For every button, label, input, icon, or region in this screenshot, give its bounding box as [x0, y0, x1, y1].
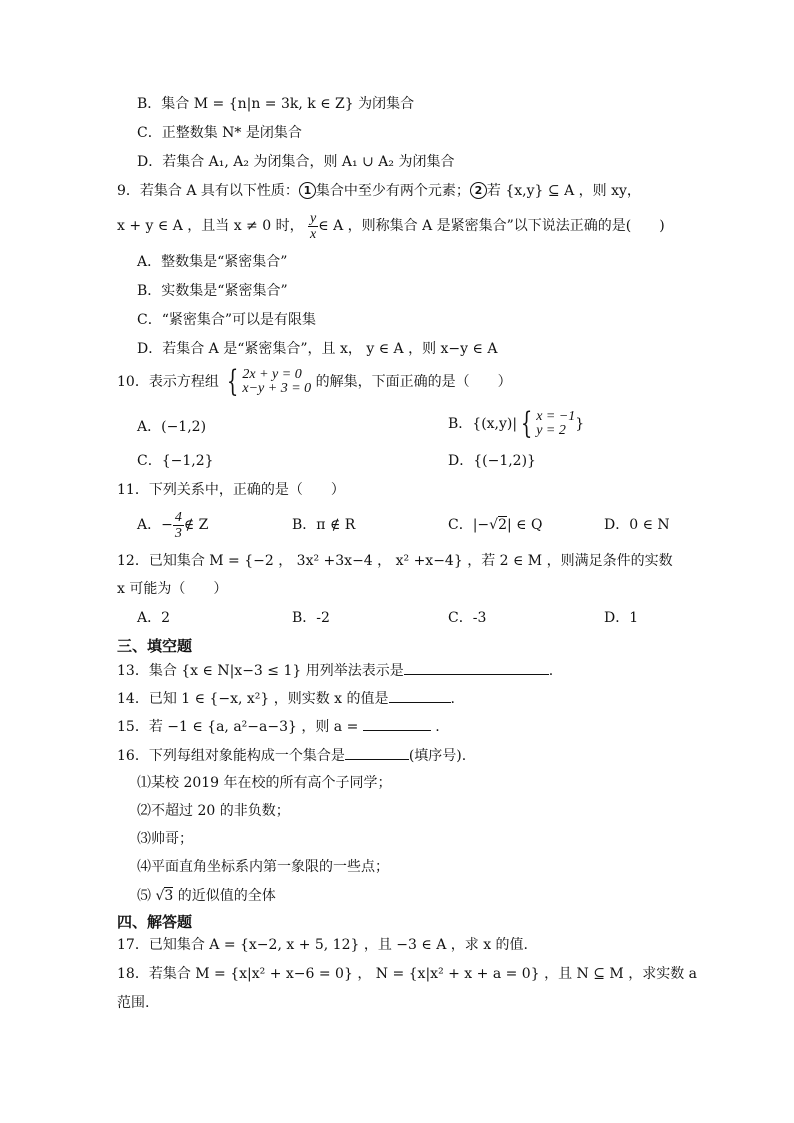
q9-option-b: B．实数集是“紧密集合” — [137, 283, 288, 299]
q13-end: . — [548, 663, 554, 679]
q12-stem-line2: x 可能为（ ） — [117, 581, 228, 597]
q9-frac-num: y — [310, 210, 317, 226]
circled-number-1: 1 — [299, 182, 316, 199]
q11-option-a-text-a: A．− — [137, 517, 173, 533]
q8-option-c: C．正整数集 N* 是闭集合 — [137, 125, 302, 141]
q12-option-c: C．-3 — [448, 610, 487, 626]
q14-answer-blank — [389, 688, 451, 703]
q16-item-5-text: 的近似值的全体 — [177, 888, 276, 904]
q16-answer-blank — [345, 745, 409, 760]
q9-fraction — [308, 211, 318, 242]
q10-option-b-system — [536, 410, 575, 438]
q11-option-d: D．0 ∈ N — [604, 517, 670, 533]
q9-stem-text-c: 若 {x,y} ⊆ A ，则 xy， — [486, 183, 641, 199]
q16-item-1: ⑴某校 2019 年在校的所有高个子同学； — [137, 775, 392, 791]
q9-option-a: A．整数集是“紧密集合” — [137, 254, 288, 270]
q16-item-5-label: ⑸ — [137, 888, 151, 904]
section-heading-answer: 四、解答题 — [117, 913, 193, 931]
q12-option-a: A．2 — [137, 610, 171, 626]
q16-radicand: 3 — [164, 888, 174, 904]
q18-line2: 范围. — [117, 995, 150, 1011]
q8-option-b: B．集合 M = {n|n = 3k, k ∈ Z} 为闭集合 — [137, 96, 415, 112]
q15-end: . — [435, 719, 440, 735]
q18-line1: 18．若集合 M = {x|x² + x−6 = 0} ， N = {x|x² + x + a = 0} ，且 N ⊆ M ，求实数 a — [117, 966, 697, 982]
left-brace-icon: { — [520, 406, 533, 441]
section-heading-fill-in: 三、填空题 — [117, 637, 193, 655]
q14 — [117, 688, 455, 708]
q16-end: (填序号). — [408, 748, 467, 764]
q9-frac-den: x — [310, 226, 317, 242]
q17: 17．已知集合 A = {x−2, x + 5, 12} ，且 −3 ∈ A ，求 x 的值. — [117, 937, 529, 953]
q10-stem-text-a: 10．表示方程组 — [117, 374, 219, 390]
circled-number-2: 2 — [470, 182, 487, 199]
q9-stem-text-d: x + y ∈ A ，且当 x ≠ 0 时， — [117, 218, 304, 234]
q11-frac-den: 3 — [174, 525, 182, 541]
q16-item-3: ⑶帅哥； — [137, 831, 193, 847]
q10-option-b-eq1: x = −1 — [536, 409, 576, 424]
q10-option-a: A．(−1,2) — [137, 419, 207, 435]
sqrt-icon: √2 — [489, 517, 508, 533]
q11-fraction — [173, 510, 184, 541]
q14-text: 14．已知 1 ∈ {−x, x²} ，则实数 x 的值是 — [117, 691, 389, 707]
q10-option-b-text-b: } — [575, 416, 585, 432]
q10-option-c: C．{−1,2} — [137, 453, 214, 469]
q11-option-c — [448, 516, 542, 534]
q10-option-b-eq2: y = 2 — [536, 423, 566, 438]
q10-equation-system — [242, 368, 311, 396]
q10-stem — [117, 366, 512, 398]
q11-option-a — [137, 508, 208, 542]
q16-item-5 — [137, 887, 276, 905]
q10-equation-1: 2x + y = 0 — [242, 367, 302, 382]
q13-text: 13．集合 {x ∈ N|x−3 ≤ 1} 用列举法表示是 — [117, 663, 404, 679]
q10-option-b — [448, 408, 584, 440]
q15-text: 15．若 −1 ∈ {a, a²−a−3} ，则 a = — [117, 719, 359, 735]
q12-option-b: B．-2 — [292, 610, 330, 626]
q16-item-2: ⑵不超过 20 的非负数； — [137, 803, 290, 819]
q15-answer-blank — [363, 716, 431, 731]
left-brace-icon: { — [227, 364, 239, 399]
q11-frac-num: 4 — [174, 509, 182, 525]
q11-option-b: B．π ∉ R — [292, 517, 356, 533]
q13-answer-blank — [404, 660, 549, 675]
q12-stem-line1: 12．已知集合 M = {−2 ， 3x² +3x−4 ， x² +x−4} ，若 2 ∈ M ，则满足条件的实数 — [117, 553, 673, 569]
q10-option-d: D．{(−1,2)} — [448, 453, 536, 469]
q9-stem-line1 — [117, 182, 641, 200]
q13 — [117, 660, 553, 680]
q16 — [117, 745, 466, 765]
q9-stem-text-b: 集合中至少有两个元素； — [315, 183, 470, 199]
q9-stem-text-a: 9．若集合 A 具有以下性质： — [117, 183, 299, 199]
q11-option-a-text-b: ∉ Z — [183, 517, 209, 533]
q9-stem-line2 — [117, 210, 665, 242]
q9-stem-text-e: ∈ A ，则称集合 A 是紧密集合”以下说法正确的是( ) — [318, 218, 665, 234]
q11-radicand: 2 — [498, 517, 508, 533]
q8-option-d: D．若集合 A₁, A₂ 为闭集合，则 A₁ ∪ A₂ 为闭集合 — [137, 154, 455, 170]
q16-item-4: ⑷平面直角坐标系内第一象限的一些点； — [137, 859, 389, 875]
q10-stem-text-b: 的解集，下面正确的是（ ） — [315, 374, 512, 390]
q15 — [117, 716, 440, 736]
q10-equation-2: x−y + 3 = 0 — [242, 381, 312, 396]
q16-text: 16．下列每组对象能构成一个集合是 — [117, 748, 345, 764]
q9-option-d: D．若集合 A 是“紧密集合”，且 x， y ∈ A ，则 x−y ∈ A — [137, 341, 498, 357]
q9-option-c: C．“紧密集合”可以是有限集 — [137, 312, 317, 328]
q10-option-b-text-a: B．{(x,y)| — [448, 416, 518, 432]
q11-stem: 11．下列关系中，正确的是（ ） — [117, 482, 345, 498]
sqrt-icon: √3 — [155, 888, 174, 904]
q11-option-c-text-a: C．|− — [448, 517, 490, 533]
q11-option-c-text-b: | ∈ Q — [507, 517, 543, 533]
q12-option-d: D．1 — [604, 610, 639, 626]
q14-end: . — [450, 691, 455, 707]
